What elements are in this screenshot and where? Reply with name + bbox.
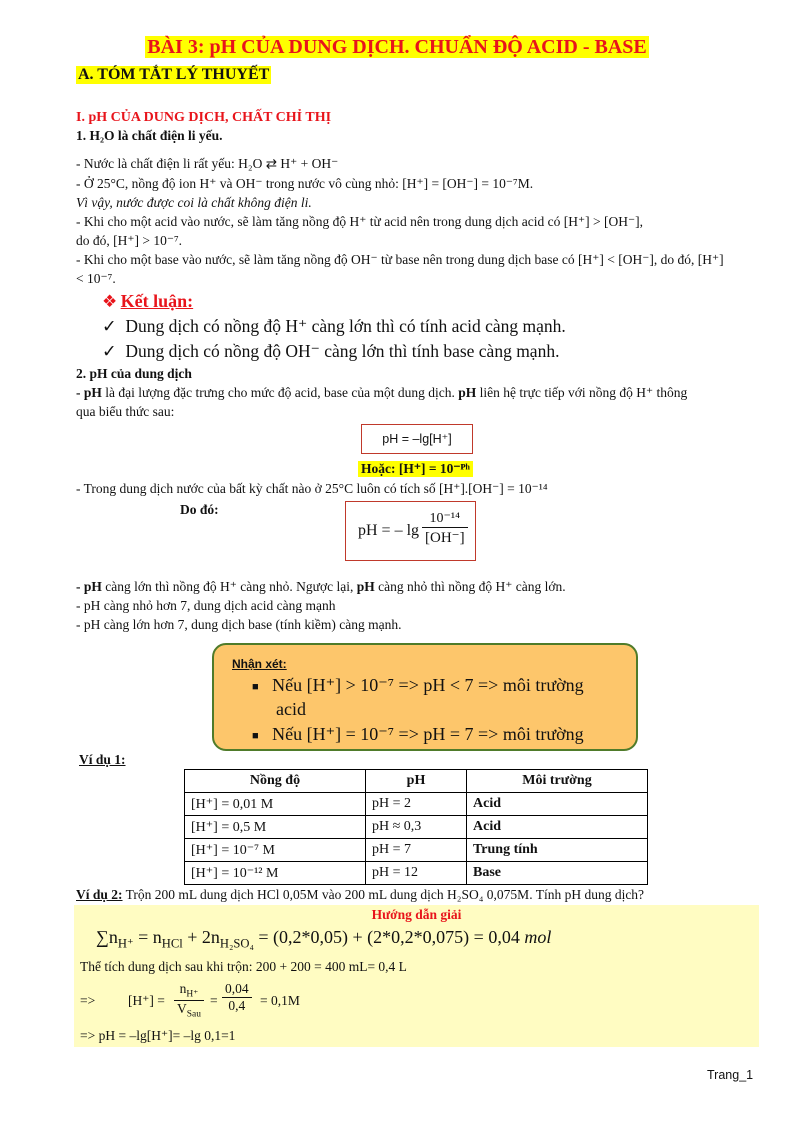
solution-box: Hướng dẫn giải $\sum n_{H^+} = n_{HCl} + 2n_{H_2SO_4} = (0,2*0,05) + (2*0,2*0,075) = 0,04$ mol Thể tích dung dịch sau khi trộn: 200 + 200 = 400 mL= 0,4 L => [H⁺] = $n_{H^+}$ $V_{Sau}$ = $\frac{0,04}{0,4}$ = 0,1M => pH = –lg[H⁺]= –lg 0,1=1 [74, 905, 759, 1047]
ph-table [184, 769, 648, 885]
paragraph: - Trong dung dịch nước của bất kỳ chất nào ở 25°C luôn có tích số [H⁺].[OH⁻] = 10⁻¹⁴ [76, 481, 548, 496]
formula-box: pH = – lg $\frac{\text{10⁻¹⁴}}{[OH^-]}$ [345, 501, 476, 561]
paragraph: - Khi cho một base vào nước, sẽ làm tăng nồng độ OH⁻ từ base nên trong dung dịch base có [H⁺] < [OH⁻], do đó, [H⁺] [76, 252, 724, 267]
checkmark-icon: ✓ [102, 316, 117, 336]
subheading-1: 1. H₂O là chất điện li yếu. [76, 128, 223, 143]
example-2: Ví dụ 2: Trộn 200 mL dung dịch HCl 0,05M vào 200 mL dung dịch H₂SO₄ 0,075M. Tính pH dung dịch? [76, 887, 645, 902]
checkmark-icon: ✓ [102, 341, 117, 361]
paragraph: - pH càng lớn thì nồng độ H⁺ càng nhỏ. Ngược lại, pH càng nhỏ thì nồng độ H⁺ càng lớn. [76, 579, 566, 594]
title-text: BÀI 3: pH CỦA DUNG DỊCH. CHUẨN ĐỘ ACID - BASE [147, 36, 647, 58]
conclusion-item-text: Dung dịch có nồng độ OH⁻ càng lớn thì tính base càng mạnh. [125, 341, 560, 361]
solution-line: => pH = –lg[H⁺]= –lg 0,1=1 [80, 1028, 236, 1043]
note-box: Nhận xét: ■ Nếu [H⁺] > 10⁻⁷ => pH < 7 => môi trường acid ■ Nếu [H⁺] = 10⁻⁷ => pH = 7 => môi trường [212, 643, 638, 751]
conclusion-item [102, 316, 566, 337]
do-do-label: Do đó: [180, 502, 219, 517]
note-item: ■ Nếu [H⁺] > 10⁻⁷ => pH < 7 => môi trường [252, 675, 584, 695]
solution-title: Hướng dẫn giải [371, 907, 462, 922]
page-number: Trang_1 [707, 1068, 754, 1082]
section-a-heading: A. TÓM TẮT LÝ THUYẾT [78, 66, 270, 83]
conclusion-item [102, 341, 559, 362]
diamond-bullet-icon: ❖ [102, 292, 118, 311]
section-1-heading: I. pH CỦA DUNG DỊCH, CHẤT CHỈ THỊ [76, 110, 332, 125]
table-row: [H⁺] = 0,5 M pH ≈ 0,3 Acid [185, 816, 648, 839]
paragraph: qua biểu thức sau: [76, 404, 175, 419]
square-bullet-icon: ■ [252, 729, 259, 742]
formula-box: pH = –lg[H⁺] [361, 424, 473, 454]
table-row: [H⁺] = 10⁻⁷ M pH = 7 Trung tính [185, 839, 648, 862]
paragraph: Vì vậy, nước được coi là chất không điện li. [76, 195, 312, 210]
page-title [0, 36, 794, 59]
paragraph: do đó, [H⁺] > 10⁻⁷. [76, 233, 183, 248]
paragraph: - pH càng lớn hơn 7, dung dịch base (tính kiềm) càng mạnh. [76, 617, 402, 632]
paragraph: - Khi cho một acid vào nước, sẽ làm tăng nồng độ H⁺ từ acid nên trong dung dịch acid có [H⁺] > [OH⁻], [76, 214, 643, 229]
formula-alt: Hoặc: [H⁺] = 10⁻ᴾʰ [358, 461, 473, 477]
equation: $\sum n_{H^+} = n_{HCl} + 2n_{H_2SO_4} = (0,2*0,05) + (2*0,2*0,075) = 0,04$ mol [96, 927, 552, 951]
conclusion [102, 291, 193, 312]
paragraph: - Nước là chất điện li rất yếu: H₂O ⇄ H⁺ + OH⁻ [76, 156, 339, 171]
table-row: [H⁺] = 0,01 M pH = 2 Acid [185, 793, 648, 816]
paragraph: - pH là đại lượng đặc trưng cho mức độ acid, base của một dung dịch. pH liên hệ trực tiếp với nồng độ H⁺ thông [76, 385, 688, 400]
note-label: Nhận xét: [232, 657, 287, 671]
paragraph: < 10⁻⁷. [76, 271, 116, 286]
square-bullet-icon: ■ [252, 680, 259, 693]
paragraph: - pH càng nhỏ hơn 7, dung dịch acid càng mạnh [76, 598, 336, 613]
conclusion-label: Kết luận: [120, 291, 194, 311]
table-header-row: Nồng độ pH Môi trường [185, 770, 648, 793]
subheading-2: 2. pH của dung dịch [76, 366, 192, 381]
conclusion-item-text: Dung dịch có nồng độ H⁺ càng lớn thì có tính acid càng mạnh. [125, 316, 566, 336]
solution-line: Thể tích dung dịch sau khi trộn: 200 + 200 = 400 mL= 0,4 L [80, 959, 407, 974]
note-item: ■ Nếu [H⁺] = 10⁻⁷ => pH = 7 => môi trường [252, 724, 584, 744]
paragraph: - Ở 25°C, nồng độ ion H⁺ và OH⁻ trong nước vô cùng nhỏ: [H⁺] = [OH⁻] = 10⁻⁷M. [76, 176, 534, 191]
example-1-label: Ví dụ 1: [79, 752, 126, 767]
table-row: [H⁺] = 10⁻¹² M pH = 12 Base [185, 862, 648, 885]
